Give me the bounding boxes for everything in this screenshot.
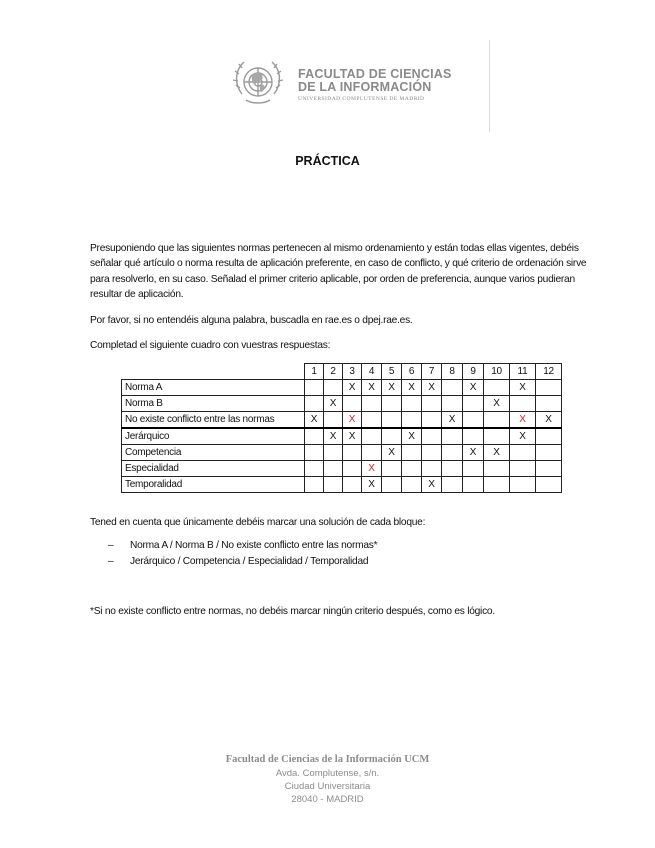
table-cell [305, 380, 324, 396]
table-cell: X [362, 461, 382, 477]
footer-city-line: 28040 - MADRID [291, 794, 364, 805]
table-cell [402, 477, 422, 493]
column-header: 4 [362, 364, 382, 380]
table-cell [536, 445, 562, 461]
footer-address-line: Avda. Complutense, s/n. [275, 768, 380, 779]
table-cell [402, 445, 422, 461]
table-row [122, 380, 562, 396]
table-cell [463, 396, 484, 412]
row-label: Especialidad [122, 461, 305, 477]
dictionary-paragraph: Por favor, si no entendéis alguna palabra, buscadla en rae.es o dpej.rae.es. [90, 315, 413, 326]
table-cell: X [422, 477, 442, 493]
footer-faculty-name: Facultad de Ciencias de la Información UCM [225, 754, 430, 765]
table-cell: X [362, 477, 382, 493]
table-row [122, 428, 562, 445]
table-cell: X [536, 412, 562, 429]
table-cell: X [343, 428, 362, 445]
intro-paragraph: Presuponiendo que las siguientes normas pertenecen al mismo ordenamiento y están todas ellas vigentes, debéis señalar qué artículo o norma resulta de aplicación preferente, en caso de conflicto, y qué criterio de ordenación sirve para resolverlo, en su caso. Señalad el primer criterio aplicable, por orden de preferencia, aunque varios pudieran resultar de aplicación. [90, 243, 587, 300]
table-cell [402, 412, 422, 429]
bullet-dash: – [108, 555, 114, 567]
table-cell [382, 396, 402, 412]
table-cell: X [510, 380, 536, 396]
bullet-dash: – [108, 540, 114, 551]
row-label: Norma B [122, 396, 305, 412]
table-cell: X [343, 412, 362, 429]
table-cell [305, 461, 324, 477]
faculty-logo-text [298, 68, 452, 102]
table-cell [510, 445, 536, 461]
table-cell: X [510, 428, 536, 445]
table-cell: X [510, 412, 536, 429]
bullet-text: Jerárquico / Competencia / Especialidad / Temporalidad [130, 555, 369, 567]
column-header: 6 [402, 364, 422, 380]
table-row [122, 461, 562, 477]
column-header: 3 [343, 364, 362, 380]
table-row [122, 396, 562, 412]
answer-table [121, 363, 562, 493]
table-cell: X [382, 445, 402, 461]
table-cell [484, 461, 510, 477]
bullet-text: Norma A / Norma B / No existe conflicto entre las normas* [130, 540, 378, 551]
column-header: 11 [510, 364, 536, 380]
table-cell [382, 428, 402, 445]
table-cell [402, 396, 422, 412]
table-cell [305, 428, 324, 445]
note-paragraph: Tened en cuenta que únicamente debéis marcar una solución de cada bloque: [90, 517, 426, 528]
table-cell [484, 380, 510, 396]
footnote: *Si no existe conflicto entre normas, no debéis marcar ningún criterio después, como es lógico. [90, 606, 495, 617]
table-cell [442, 380, 463, 396]
table-cell [382, 461, 402, 477]
table-cell [463, 412, 484, 429]
table-cell: X [343, 380, 362, 396]
table-cell [442, 477, 463, 493]
logo-line-2: DE LA INFORMACIÓN [298, 80, 432, 94]
table-cell [343, 477, 362, 493]
table-cell: X [463, 445, 484, 461]
column-header: 7 [422, 364, 442, 380]
table-cell [324, 461, 343, 477]
table-cell [463, 477, 484, 493]
table-cell [536, 380, 562, 396]
table-cell [422, 445, 442, 461]
list-item [108, 554, 377, 570]
table-cell [324, 445, 343, 461]
table-row [122, 445, 562, 461]
table-cell: X [484, 396, 510, 412]
table-cell [422, 396, 442, 412]
table-cell [510, 477, 536, 493]
table-cell [463, 461, 484, 477]
logo-line-1: FACULTAD DE CIENCIAS [298, 67, 452, 81]
table-cell [536, 461, 562, 477]
table-cell [484, 428, 510, 445]
table-cell [343, 396, 362, 412]
column-header: 9 [463, 364, 484, 380]
table-cell [362, 445, 382, 461]
table-cell [343, 445, 362, 461]
table-header-row [122, 364, 562, 380]
page-footer [0, 752, 655, 806]
table-cell [536, 428, 562, 445]
table-cell: X [324, 396, 343, 412]
table-cell [402, 461, 422, 477]
bullet-list [108, 538, 377, 569]
column-header: 8 [442, 364, 463, 380]
table-cell [442, 428, 463, 445]
header-divider [489, 40, 490, 132]
table-cell [484, 412, 510, 429]
row-label: Temporalidad [122, 477, 305, 493]
table-cell [484, 477, 510, 493]
table-cell [382, 412, 402, 429]
un-emblem-icon [228, 54, 288, 110]
instruction-paragraph: Completad el siguiente cuadro con vuestras respuestas: [90, 340, 331, 351]
table-cell [305, 445, 324, 461]
column-header: 10 [484, 364, 510, 380]
table-cell [305, 396, 324, 412]
table-cell: X [382, 380, 402, 396]
table-cell: X [362, 380, 382, 396]
table-cell [422, 428, 442, 445]
table-cell [510, 396, 536, 412]
table-cell: X [484, 445, 510, 461]
table-cell: X [402, 428, 422, 445]
table-cell: X [305, 412, 324, 429]
table-cell [382, 477, 402, 493]
column-header: 12 [536, 364, 562, 380]
column-header: 5 [382, 364, 402, 380]
column-header: 1 [305, 364, 324, 380]
table-cell: X [463, 380, 484, 396]
table-cell: X [324, 428, 343, 445]
table-cell [362, 396, 382, 412]
table-cell [536, 396, 562, 412]
footer-campus-line: Ciudad Universitaria [284, 781, 371, 792]
table-cell: X [442, 412, 463, 429]
table-cell [422, 461, 442, 477]
table-cell: X [422, 380, 442, 396]
list-item [108, 538, 377, 554]
table-row [122, 412, 562, 429]
table-cell [324, 380, 343, 396]
table-cell [324, 412, 343, 429]
table-row [122, 477, 562, 493]
table-cell [463, 428, 484, 445]
faculty-logo-header [228, 52, 468, 112]
table-cell [362, 428, 382, 445]
table-cell [536, 477, 562, 493]
table-cell [362, 412, 382, 429]
table-cell [324, 477, 343, 493]
row-label: Competencia [122, 445, 305, 461]
column-header: 2 [324, 364, 343, 380]
table-cell [442, 396, 463, 412]
table-cell [343, 461, 362, 477]
table-cell: X [402, 380, 422, 396]
logo-line-3: UNIVERSIDAD COMPLUTENSE DE MADRID [298, 96, 425, 102]
table-cell [442, 461, 463, 477]
table-cell [422, 412, 442, 429]
table-corner-cell [122, 364, 305, 380]
row-label: Norma A [122, 380, 305, 396]
table-cell [305, 477, 324, 493]
row-label: No existe conflicto entre las normas [122, 412, 305, 429]
row-label: Jerárquico [122, 428, 305, 445]
page-title: PRÁCTICA [295, 154, 360, 168]
table-cell [442, 445, 463, 461]
table-cell [510, 461, 536, 477]
